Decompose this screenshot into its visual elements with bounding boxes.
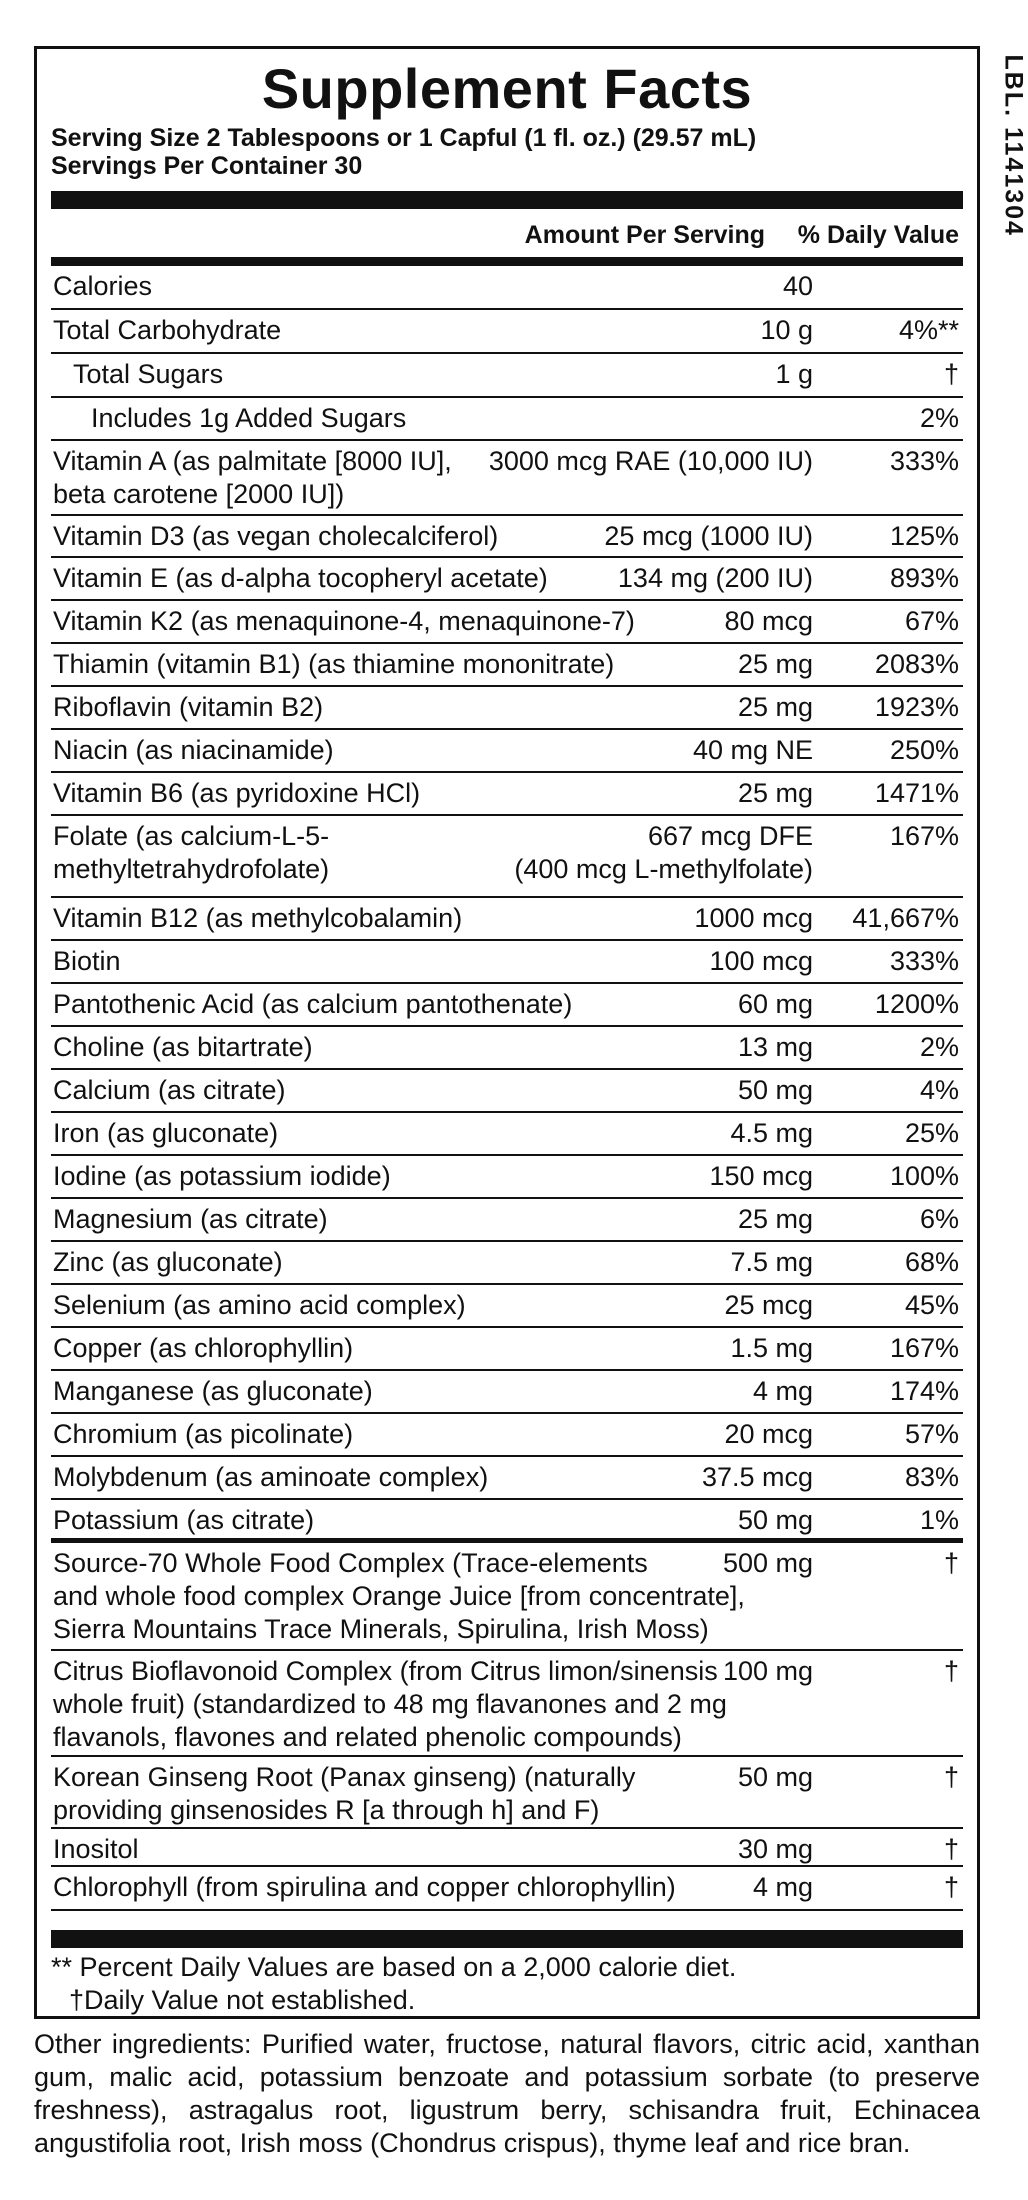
nutrient-daily-value: 83% — [904, 1462, 959, 1492]
nutrient-row — [51, 398, 963, 441]
nutrient-name: Choline (as bitartrate) — [53, 1032, 313, 1062]
nutrient-row — [51, 1328, 963, 1371]
nutrient-amount: 50 mg — [737, 1075, 813, 1105]
nutrient-row — [51, 1651, 963, 1757]
nutrient-amount: 1000 mcg — [694, 903, 813, 933]
nutrient-daily-value: 6% — [919, 1204, 959, 1234]
label-number: LBL. 1141304 — [999, 54, 1028, 237]
nutrient-daily-value: 45% — [904, 1290, 959, 1320]
nutrient-row — [51, 730, 963, 773]
nutrient-name: Iron (as gluconate) — [53, 1118, 279, 1148]
nutrient-name: Vitamin A (as palmitate [8000 IU], beta carotene [2000 IU]) — [53, 446, 452, 509]
nutrient-row — [51, 644, 963, 687]
nutrient-name: Chromium (as picolinate) — [53, 1419, 354, 1449]
nutrient-amount: 500 mg — [722, 1548, 813, 1578]
header-divider — [51, 257, 963, 266]
nutrient-daily-value: 25% — [904, 1118, 959, 1148]
nutrient-name: Source-70 Whole Food Complex (Trace-elements and whole food complex Orange Juice [from concentrate], Sierra Mountains Trace Minerals, Spirulina, Irish Moss) — [53, 1548, 745, 1644]
nutrient-name: Potassium (as citrate) — [53, 1505, 315, 1535]
nutrient-name: Calories — [53, 271, 153, 301]
nutrient-name: Riboflavin (vitamin B2) — [53, 692, 324, 722]
nutrient-amount: 50 mg — [737, 1505, 813, 1535]
nutrient-amount: 25 mg — [737, 778, 813, 808]
nutrient-daily-value: † — [943, 1834, 959, 1864]
nutrient-name: Vitamin B12 (as methylcobalamin) — [53, 903, 463, 933]
nutrient-name: Molybdenum (as aminoate complex) — [53, 1462, 489, 1492]
nutrient-row — [51, 1113, 963, 1156]
serving-size: Serving Size 2 Tablespoons or 1 Capful (1 fl. oz.) (29.57 mL) — [51, 124, 757, 152]
footnote-dv-not-established: †Daily Value not established. — [69, 1985, 416, 2015]
nutrient-amount: 150 mcg — [709, 1161, 813, 1191]
nutrient-amount: 4 mg — [752, 1376, 813, 1406]
nutrient-row — [51, 773, 963, 816]
nutrient-name: Chlorophyll (from spirulina and copper chlorophyllin) — [53, 1872, 676, 1902]
nutrient-row — [51, 816, 963, 898]
nutrient-row — [51, 1027, 963, 1070]
nutrient-daily-value: 67% — [904, 606, 959, 636]
nutrient-daily-value: 167% — [889, 1333, 959, 1363]
thick-divider-bottom — [51, 1930, 963, 1948]
nutrient-row — [51, 354, 963, 398]
nutrient-amount: 30 mg — [737, 1834, 813, 1864]
nutrient-daily-value: 57% — [904, 1419, 959, 1449]
nutrient-daily-value: 100% — [889, 1161, 959, 1191]
nutrient-row — [51, 558, 963, 601]
nutrient-daily-value: 893% — [889, 563, 959, 593]
nutrient-name: Zinc (as gluconate) — [53, 1247, 283, 1277]
nutrient-amount: 37.5 mcg — [701, 1462, 813, 1492]
nutrient-amount: 4 mg — [752, 1872, 813, 1902]
nutrient-amount: 80 mcg — [724, 606, 813, 636]
nutrient-name: Biotin — [53, 946, 121, 976]
nutrient-amount: 25 mcg — [724, 1290, 813, 1320]
nutrient-daily-value: 1471% — [874, 778, 959, 808]
nutrient-row — [51, 687, 963, 730]
servings-per-container: Servings Per Container 30 — [51, 152, 363, 180]
nutrient-daily-value: 2% — [919, 403, 959, 433]
nutrient-name: Includes 1g Added Sugars — [91, 403, 407, 433]
nutrient-amount: 60 mg — [737, 989, 813, 1019]
nutrient-row — [51, 941, 963, 984]
nutrient-amount: 667 mcg DFE (400 mcg L-methylfolate) — [514, 821, 813, 884]
nutrient-daily-value: † — [943, 1762, 959, 1792]
nutrient-name: Manganese (as gluconate) — [53, 1376, 373, 1406]
nutrient-name: Vitamin D3 (as vegan cholecalciferol) — [53, 521, 499, 551]
nutrient-name: Copper (as chlorophyllin) — [53, 1333, 354, 1363]
nutrient-amount: 1.5 mg — [730, 1333, 813, 1363]
nutrient-daily-value: 250% — [889, 735, 959, 765]
nutrient-row — [51, 516, 963, 558]
nutrient-amount: 100 mg — [722, 1656, 813, 1686]
nutrient-row — [51, 984, 963, 1027]
nutrient-name: Vitamin E (as d-alpha tocopheryl acetate) — [53, 563, 548, 593]
nutrient-row — [51, 601, 963, 644]
nutrient-name: Thiamin (vitamin B1) (as thiamine mononitrate) — [53, 649, 615, 679]
nutrient-daily-value: 41,667% — [852, 903, 959, 933]
nutrient-daily-value: † — [943, 359, 959, 389]
nutrient-name: Niacin (as niacinamide) — [53, 735, 334, 765]
nutrient-row — [51, 441, 963, 516]
amount-header: Amount Per Serving — [524, 221, 765, 249]
nutrient-daily-value: 4%** — [898, 315, 959, 345]
nutrient-name: Folate (as calcium-L-5- methyltetrahydrofolate) — [53, 821, 330, 884]
nutrient-amount: 4.5 mg — [730, 1118, 813, 1148]
footnote-percent-dv: ** Percent Daily Values are based on a 2,000 calorie diet. — [51, 1952, 737, 1982]
nutrient-daily-value: 4% — [919, 1075, 959, 1105]
nutrient-row — [51, 1457, 963, 1500]
nutrient-row — [51, 266, 963, 310]
nutrient-amount: 25 mg — [737, 1204, 813, 1234]
nutrient-daily-value: 167% — [889, 821, 959, 851]
nutrient-row — [51, 1414, 963, 1457]
panel-title: Supplement Facts — [261, 57, 753, 120]
nutrient-row — [51, 1371, 963, 1414]
nutrient-amount: 25 mg — [737, 692, 813, 722]
nutrient-daily-value: 174% — [889, 1376, 959, 1406]
nutrient-daily-value: † — [943, 1656, 959, 1686]
nutrient-daily-value: 68% — [904, 1247, 959, 1277]
nutrient-amount: 1 g — [775, 359, 813, 389]
nutrient-amount: 13 mg — [737, 1032, 813, 1062]
nutrient-amount: 10 g — [760, 315, 813, 345]
nutrient-row — [51, 1867, 963, 1911]
supplement-facts-panel — [34, 46, 980, 2019]
nutrient-row — [51, 898, 963, 941]
nutrient-name: Total Carbohydrate — [53, 315, 282, 345]
nutrient-name: Korean Ginseng Root (Panax ginseng) (naturally providing ginsenosides R [a through h] and F) — [53, 1762, 636, 1825]
nutrient-amount: 20 mcg — [724, 1419, 813, 1449]
nutrient-daily-value: 1200% — [874, 989, 959, 1019]
nutrient-row — [51, 1757, 963, 1829]
nutrient-amount: 40 mg NE — [692, 735, 813, 765]
nutrient-name: Pantothenic Acid (as calcium pantothenate) — [53, 989, 573, 1019]
nutrient-amount: 3000 mcg RAE (10,000 IU) — [488, 446, 813, 476]
nutrient-name: Calcium (as citrate) — [53, 1075, 286, 1105]
nutrient-daily-value: 1923% — [874, 692, 959, 722]
nutrient-row — [51, 1543, 963, 1651]
nutrient-daily-value: 333% — [889, 946, 959, 976]
nutrient-row — [51, 1156, 963, 1199]
footnotes — [51, 1951, 963, 2017]
nutrient-row — [51, 1242, 963, 1285]
nutrient-daily-value: 333% — [889, 446, 959, 476]
nutrient-amount: 40 — [782, 271, 813, 301]
nutrient-daily-value: † — [943, 1872, 959, 1902]
nutrient-amount: 100 mcg — [709, 946, 813, 976]
nutrient-name: Vitamin B6 (as pyridoxine HCl) — [53, 778, 421, 808]
nutrient-name: Magnesium (as citrate) — [53, 1204, 328, 1234]
nutrient-amount: 25 mcg (1000 IU) — [604, 521, 813, 551]
nutrient-amount: 25 mg — [737, 649, 813, 679]
nutrient-amount: 50 mg — [737, 1762, 813, 1792]
nutrient-name: Iodine (as potassium iodide) — [53, 1161, 391, 1191]
nutrient-amount: 7.5 mg — [730, 1247, 813, 1277]
other-ingredients: Other ingredients: Purified water, fructose, natural flavors, citric acid, xanthan gum, malic acid, potassium benzoate and potassium sorbate (to preserve freshness), astragalus root, ligustrum berry, schisandra fruit, Echinacea angustifolia root, Irish moss (Chondrus crispus), thyme leaf and rice bran. — [34, 2029, 980, 2158]
nutrient-daily-value: 125% — [889, 521, 959, 551]
nutrient-daily-value: 1% — [919, 1505, 959, 1535]
nutrient-row — [51, 1199, 963, 1242]
nutrient-name: Selenium (as amino acid complex) — [53, 1290, 466, 1320]
nutrient-amount: 134 mg (200 IU) — [617, 563, 813, 593]
nutrient-row — [51, 1500, 963, 1543]
nutrient-name: Total Sugars — [73, 359, 224, 389]
nutrient-daily-value: † — [943, 1548, 959, 1578]
nutrient-row — [51, 1829, 963, 1867]
nutrient-row — [51, 1285, 963, 1328]
nutrient-name: Citrus Bioflavonoid Complex (from Citrus limon/sinensis whole fruit) (standardized to 48 mg flavanones and 2 mg flavanols, flavones and related phenolic compounds) — [53, 1656, 727, 1752]
daily-value-header: % Daily Value — [797, 221, 959, 249]
nutrient-daily-value: 2% — [919, 1032, 959, 1062]
nutrient-row — [51, 310, 963, 354]
nutrient-name: Vitamin K2 (as menaquinone-4, menaquinone-7) — [53, 606, 635, 636]
nutrient-daily-value: 2083% — [874, 649, 959, 679]
nutrient-name: Inositol — [53, 1834, 139, 1864]
nutrient-row — [51, 1070, 963, 1113]
